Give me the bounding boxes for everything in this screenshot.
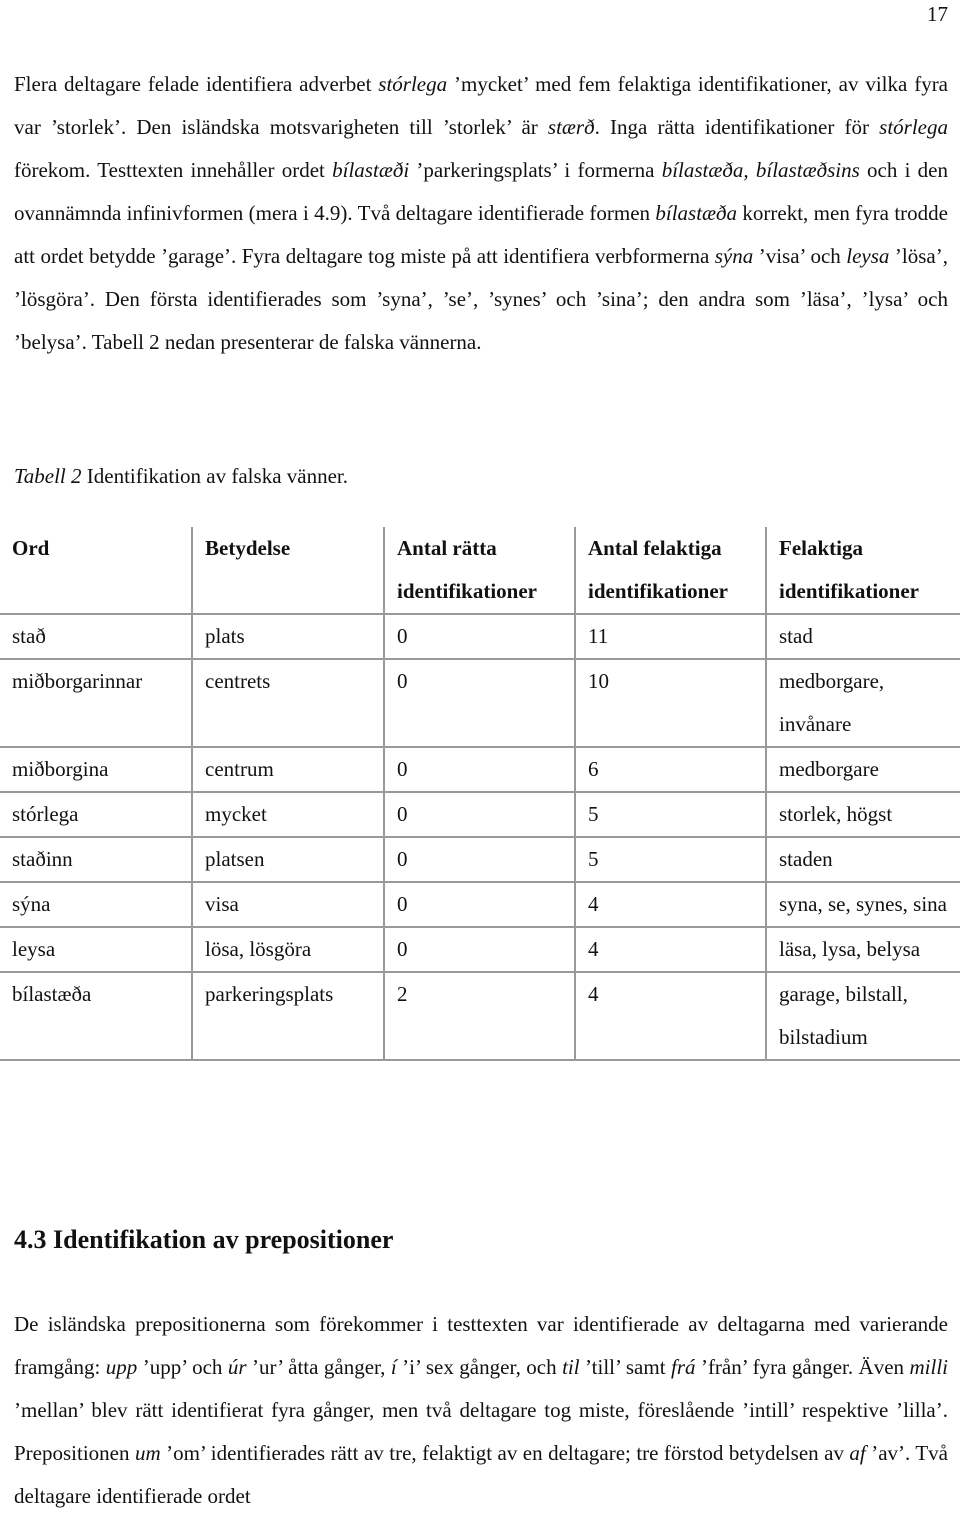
- italic-term: úr: [227, 1355, 247, 1379]
- text-run: De isländska prepositionerna som förekommer i testtexten var identifierade av deltagarna med varierande framgång:: [14, 1312, 948, 1379]
- table-caption: [14, 455, 348, 498]
- text-run: korrekt, men fyra trodde att ordet betydde ’garage’. Fyra deltagare tog miste på att identifiera verbformerna: [14, 201, 948, 268]
- cell-betydelse: lösa, lösgöra: [192, 927, 384, 972]
- text-run: Flera deltagare felade identifiera adverbet: [14, 72, 379, 96]
- italic-term: bílastæða: [655, 201, 738, 225]
- table-row: [0, 972, 960, 1060]
- header-betydelse: Betydelse: [192, 527, 384, 614]
- table-header-row: [0, 527, 960, 614]
- text-run: ’ur’ åtta gånger,: [246, 1355, 391, 1379]
- italic-term: leysa: [846, 244, 890, 268]
- table-row: [0, 659, 960, 747]
- italic-term: um: [134, 1441, 161, 1465]
- cell-ord: bílastæða: [0, 972, 192, 1060]
- header-antal-felaktiga: Antal felaktiga identifikationer: [575, 527, 766, 614]
- italic-term: milli: [909, 1355, 948, 1379]
- cell-antal-ratta: 2: [384, 972, 575, 1060]
- cell-betydelse: platsen: [192, 837, 384, 882]
- text-run: ’i’ sex gånger, och: [396, 1355, 563, 1379]
- cell-antal-ratta: 0: [384, 659, 575, 747]
- table-row: [0, 747, 960, 792]
- cell-antal-ratta: 0: [384, 792, 575, 837]
- cell-antal-felaktiga: 6: [575, 747, 766, 792]
- italic-term: upp: [105, 1355, 138, 1379]
- table-row: [0, 792, 960, 837]
- cell-antal-felaktiga: 5: [575, 837, 766, 882]
- cell-felaktiga: staden: [766, 837, 960, 882]
- cell-antal-felaktiga: 4: [575, 927, 766, 972]
- cell-felaktiga: storlek, högst: [766, 792, 960, 837]
- italic-term: til: [562, 1355, 580, 1379]
- italic-term: af: [849, 1441, 866, 1465]
- table-row: [0, 882, 960, 927]
- section-heading: 4.3 Identifikation av prepositioner: [14, 1225, 394, 1254]
- cell-antal-ratta: 0: [384, 837, 575, 882]
- cell-antal-felaktiga: 11: [575, 614, 766, 659]
- cell-antal-felaktiga: 4: [575, 972, 766, 1060]
- header-antal-ratta: Antal rätta identifikationer: [384, 527, 575, 614]
- header-felaktiga: Felaktiga identifikationer: [766, 527, 960, 614]
- text-run: ’mellan’ blev rätt identifierat fyra gånger, men två deltagare tog miste, föreslående ’intill’ respektive ’lilla’. Prepositionen: [14, 1398, 948, 1465]
- text-run: . Inga rätta identifikationer för: [594, 115, 880, 139]
- table-row: [0, 927, 960, 972]
- cell-ord: sýna: [0, 882, 192, 927]
- cell-betydelse: centrum: [192, 747, 384, 792]
- italic-term: í: [390, 1355, 397, 1379]
- cell-ord: miðborgarinnar: [0, 659, 192, 747]
- text-run: ’om’ identifierades rätt av tre, felaktigt av en deltagare; tre förstod betydelsen av: [160, 1441, 850, 1465]
- cell-antal-felaktiga: 10: [575, 659, 766, 747]
- text-run: ’av’. Två deltagare identifierade ordet: [14, 1441, 949, 1508]
- cell-ord: leysa: [0, 927, 192, 972]
- cell-betydelse: plats: [192, 614, 384, 659]
- cell-betydelse: visa: [192, 882, 384, 927]
- paragraph-prepositions: [14, 1303, 948, 1518]
- cell-betydelse: centrets: [192, 659, 384, 747]
- text-run: ’parkeringsplats’ i formerna: [409, 158, 662, 182]
- text-run: ’visa’ och: [753, 244, 847, 268]
- table-row: [0, 837, 960, 882]
- text-run: förekom. Testtexten innehåller ordet: [14, 158, 333, 182]
- paragraph-false-friends: [14, 63, 948, 364]
- cell-antal-felaktiga: 5: [575, 792, 766, 837]
- cell-ord: stórlega: [0, 792, 192, 837]
- cell-ord: miðborgina: [0, 747, 192, 792]
- cell-antal-ratta: 0: [384, 614, 575, 659]
- text-run: ’lösa’, ’lösgöra’. Den första identifierades som ’syna’, ’se’, ’synes’ och ’sina’; den andra som ’läsa’, ’lysa’ och ’belysa’. Tabell 2 nedan presenterar de falska vännerna.: [14, 244, 948, 354]
- italic-term: stærð: [547, 115, 595, 139]
- italic-term: bílastæða, bílastæðsins: [661, 158, 860, 182]
- italic-term: frá: [670, 1355, 696, 1379]
- header-ord: Ord: [0, 527, 192, 614]
- italic-term: bílastæði: [332, 158, 410, 182]
- text-run: ’till’ samt: [579, 1355, 671, 1379]
- page-number: 17: [927, 2, 948, 26]
- text-run: ’mycket’ med fem felaktiga identifikationer, av vilka fyra var ’storlek’. Den isländska motsvarigheten till ’storlek’ är: [14, 72, 949, 139]
- cell-ord: stað: [0, 614, 192, 659]
- table-caption-label: Tabell 2: [14, 464, 82, 488]
- cell-antal-ratta: 0: [384, 882, 575, 927]
- cell-felaktiga: stad: [766, 614, 960, 659]
- cell-antal-ratta: 0: [384, 747, 575, 792]
- italic-term: stórlega: [378, 72, 448, 96]
- cell-ord: staðinn: [0, 837, 192, 882]
- cell-felaktiga: medborgare: [766, 747, 960, 792]
- text-run: ’från’ fyra gånger. Även: [695, 1355, 910, 1379]
- italic-term: stórlega: [879, 115, 949, 139]
- cell-betydelse: parkeringsplats: [192, 972, 384, 1060]
- cell-felaktiga: garage, bilstall, bilstadium: [766, 972, 960, 1060]
- text-run: och i den ovannämnda infinivformen (mera i 4.9). Två deltagare identifierade formen: [14, 158, 949, 225]
- cell-antal-felaktiga: 4: [575, 882, 766, 927]
- false-friends-table: [0, 527, 960, 1061]
- table-caption-text: Identifikation av falska vänner.: [81, 464, 348, 488]
- cell-antal-ratta: 0: [384, 927, 575, 972]
- cell-betydelse: mycket: [192, 792, 384, 837]
- cell-felaktiga: medborgare, invånare: [766, 659, 960, 747]
- cell-felaktiga: syna, se, synes, sina: [766, 882, 960, 927]
- text-run: ’upp’ och: [137, 1355, 228, 1379]
- table-row: [0, 614, 960, 659]
- italic-term: sýna: [714, 244, 754, 268]
- cell-felaktiga: läsa, lysa, belysa: [766, 927, 960, 972]
